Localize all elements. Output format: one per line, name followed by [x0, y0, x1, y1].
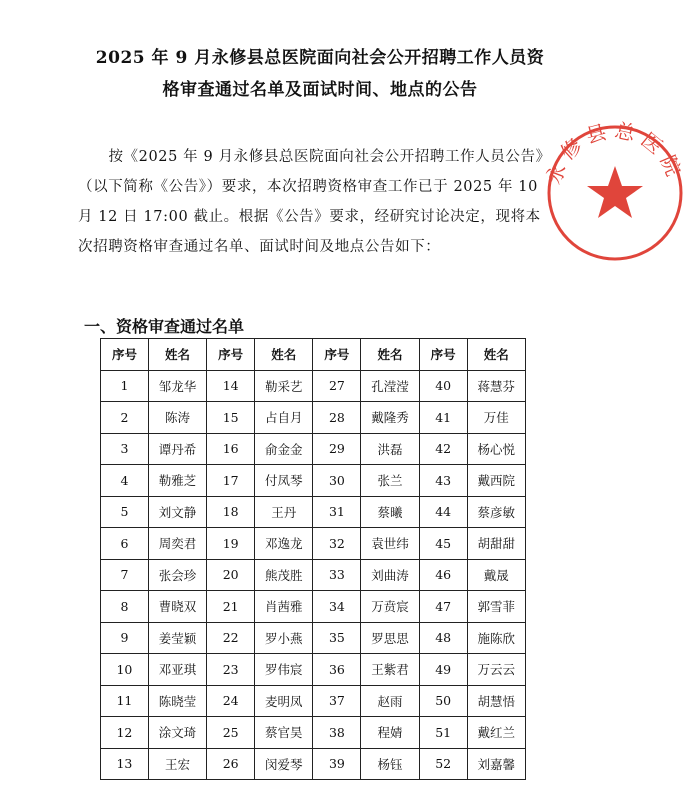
seq-cell: 45: [419, 528, 467, 560]
seq-cell: 21: [207, 591, 255, 623]
table-row: [101, 402, 526, 434]
seq-cell: 25: [207, 717, 255, 749]
name-cell: 勒雅芝: [148, 465, 206, 497]
name-cell: 罗小燕: [255, 622, 313, 654]
title-line-2: 格审查通过名单及面试时间、地点的公告: [162, 80, 478, 100]
name-cell: 赵雨: [361, 685, 419, 717]
seq-cell: 27: [313, 370, 361, 402]
name-cell: 施陈欣: [467, 622, 525, 654]
seq-cell: 5: [101, 496, 149, 528]
seq-cell: 29: [313, 433, 361, 465]
seq-cell: 19: [207, 528, 255, 560]
seq-cell: 20: [207, 559, 255, 591]
seq-cell: 33: [313, 559, 361, 591]
approved-names-table: [100, 338, 526, 780]
seq-cell: 48: [419, 622, 467, 654]
name-cell: 占自月: [255, 402, 313, 434]
header-name: 姓名: [361, 339, 419, 371]
seq-cell: 41: [419, 402, 467, 434]
table-row: [101, 370, 526, 402]
seq-cell: 26: [207, 748, 255, 780]
name-cell: 涂文琦: [148, 717, 206, 749]
document-title: [40, 42, 600, 106]
table-row: [101, 528, 526, 560]
table-row: [101, 685, 526, 717]
name-cell: 俞金金: [255, 433, 313, 465]
seq-cell: 9: [101, 622, 149, 654]
header-seq: 序号: [313, 339, 361, 371]
name-cell: 袁世纬: [361, 528, 419, 560]
seq-cell: 12: [101, 717, 149, 749]
seq-cell: 8: [101, 591, 149, 623]
seq-cell: 6: [101, 528, 149, 560]
name-cell: 郭雪菲: [467, 591, 525, 623]
name-cell: 万佳: [467, 402, 525, 434]
name-cell: 王丹: [255, 496, 313, 528]
name-cell: 曹晓双: [148, 591, 206, 623]
seq-cell: 3: [101, 433, 149, 465]
table-row: [101, 591, 526, 623]
seq-cell: 30: [313, 465, 361, 497]
name-cell: 张兰: [361, 465, 419, 497]
header-seq: 序号: [207, 339, 255, 371]
name-cell: 杨钰: [361, 748, 419, 780]
header-name: 姓名: [467, 339, 525, 371]
section-heading-approved-list: 一、资格审查通过名单: [84, 317, 245, 336]
seq-cell: 31: [313, 496, 361, 528]
seq-cell: 42: [419, 433, 467, 465]
table-row: [101, 654, 526, 686]
name-cell: 陈晓莹: [148, 685, 206, 717]
header-name: 姓名: [148, 339, 206, 371]
seq-cell: 35: [313, 622, 361, 654]
name-cell: 洪磊: [361, 433, 419, 465]
name-cell: 刘曲涛: [361, 559, 419, 591]
seq-cell: 46: [419, 559, 467, 591]
seq-cell: 17: [207, 465, 255, 497]
name-cell: 胡甜甜: [467, 528, 525, 560]
name-cell: 蒋慧芬: [467, 370, 525, 402]
seq-cell: 38: [313, 717, 361, 749]
seq-cell: 34: [313, 591, 361, 623]
name-cell: 谭丹希: [148, 433, 206, 465]
name-cell: 邓亚琪: [148, 654, 206, 686]
seq-cell: 51: [419, 717, 467, 749]
seq-cell: 14: [207, 370, 255, 402]
seq-cell: 16: [207, 433, 255, 465]
name-cell: 蔡彦敏: [467, 496, 525, 528]
table-row: [101, 433, 526, 465]
name-cell: 付凤琴: [255, 465, 313, 497]
seq-cell: 47: [419, 591, 467, 623]
seq-cell: 52: [419, 748, 467, 780]
seq-cell: 2: [101, 402, 149, 434]
name-cell: 戴西院: [467, 465, 525, 497]
header-name: 姓名: [255, 339, 313, 371]
title-line-1: 2025 年 9 月永修县总医院面向社会公开招聘工作人员资: [95, 48, 545, 68]
seq-cell: 36: [313, 654, 361, 686]
seq-cell: 28: [313, 402, 361, 434]
name-cell: 肖茜雅: [255, 591, 313, 623]
name-cell: 王宏: [148, 748, 206, 780]
name-cell: 蔡曦: [361, 496, 419, 528]
name-cell: 孔滢滢: [361, 370, 419, 402]
seq-cell: 37: [313, 685, 361, 717]
seal-text: 永修县总医院: [541, 118, 689, 188]
name-cell: 罗伟宸: [255, 654, 313, 686]
name-cell: 麦明凤: [255, 685, 313, 717]
table-row: [101, 496, 526, 528]
table-row: [101, 559, 526, 591]
seq-cell: 18: [207, 496, 255, 528]
seq-cell: 40: [419, 370, 467, 402]
name-cell: 戴隆秀: [361, 402, 419, 434]
seq-cell: 24: [207, 685, 255, 717]
table-row: [101, 465, 526, 497]
seq-cell: 49: [419, 654, 467, 686]
name-cell: 万贲宸: [361, 591, 419, 623]
name-cell: 戴晟: [467, 559, 525, 591]
name-cell: 刘文静: [148, 496, 206, 528]
name-cell: 程婧: [361, 717, 419, 749]
header-seq: 序号: [101, 339, 149, 371]
seq-cell: 23: [207, 654, 255, 686]
name-cell: 熊茂胜: [255, 559, 313, 591]
seq-cell: 50: [419, 685, 467, 717]
table-row: [101, 748, 526, 780]
name-cell: 勒采艺: [255, 370, 313, 402]
name-cell: 姜莹颖: [148, 622, 206, 654]
seq-cell: 10: [101, 654, 149, 686]
seq-cell: 32: [313, 528, 361, 560]
name-cell: 邹龙华: [148, 370, 206, 402]
seq-cell: 4: [101, 465, 149, 497]
table-row: [101, 717, 526, 749]
table-header-row: [101, 339, 526, 371]
official-seal-icon: [540, 118, 690, 268]
name-cell: 王紫君: [361, 654, 419, 686]
seq-cell: 7: [101, 559, 149, 591]
seq-cell: 13: [101, 748, 149, 780]
name-cell: 陈涛: [148, 402, 206, 434]
intro-paragraph: 按《2025 年 9 月永修县总医院面向社会公开招聘工作人员公告》（以下简称《公告》）要求，本次招聘资格审查工作已于 2025 年 10 月 12 日 17:00 截止。根据《公告》要求，经研究讨论决定，现将本次招聘资格审查通过名单、面试时间及地点公告如下：: [78, 149, 544, 255]
seq-cell: 39: [313, 748, 361, 780]
seq-cell: 44: [419, 496, 467, 528]
name-cell: 刘嘉馨: [467, 748, 525, 780]
name-cell: 万云云: [467, 654, 525, 686]
name-cell: 蔡官昊: [255, 717, 313, 749]
seq-cell: 1: [101, 370, 149, 402]
name-cell: 胡慧悟: [467, 685, 525, 717]
seq-cell: 43: [419, 465, 467, 497]
seq-cell: 15: [207, 402, 255, 434]
name-cell: 罗思思: [361, 622, 419, 654]
name-cell: 戴红兰: [467, 717, 525, 749]
header-seq: 序号: [419, 339, 467, 371]
seq-cell: 22: [207, 622, 255, 654]
name-cell: 杨心悦: [467, 433, 525, 465]
table-row: [101, 622, 526, 654]
name-cell: 邓逸龙: [255, 528, 313, 560]
name-cell: 闵爱琴: [255, 748, 313, 780]
seq-cell: 11: [101, 685, 149, 717]
name-cell: 周奕君: [148, 528, 206, 560]
name-cell: 张会珍: [148, 559, 206, 591]
